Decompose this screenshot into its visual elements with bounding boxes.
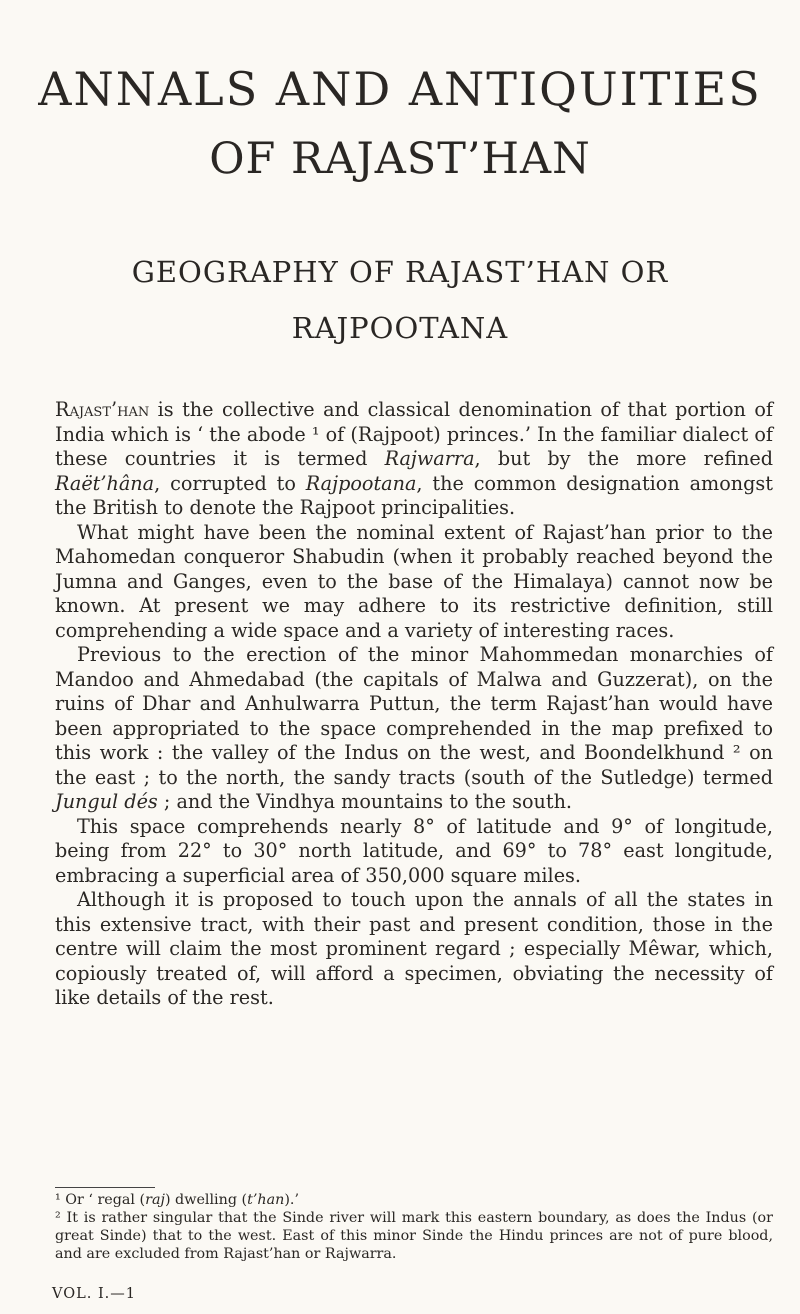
footnote-1-text-b: ) dwelling ( [164,1192,248,1208]
paragraph-1-text-a: is the collective and classical denomination of that portion of India which is ‘ the abode ¹ of (Rajpoot) princes.’ In the familiar dialect of these countries it is termed [55,398,773,470]
term-raethana: Raët’hâna [55,471,155,495]
term-rajwarra: Rajwarra [384,447,475,470]
term-raj: raj [145,1192,165,1208]
footnote-1 [55,1191,773,1209]
volume-signature: VOL. I.—1 [52,1286,137,1302]
chapter-heading-line-2: RAJPOOTANA [291,311,509,345]
paragraph-3-text-b: ; and the Vindhya mountains to the south. [157,790,573,813]
book-title-line-1: ANNALS AND ANTIQUITIES [38,62,762,116]
footnote-rule [55,1187,155,1188]
paragraph-1-text-c: , corrupted to [154,471,306,495]
footnotes [55,1191,773,1263]
book-title-line-2: OF RAJAST’HAN [209,134,591,184]
term-rajpootana: Rajpootana [305,471,417,495]
paragraph-3-text-a: Previous to the erection of the minor Mahommedan monarchies of Mandoo and Ahmedabad (the capitals of Malwa and Guzzerat), on the ruins of Dhar and Anhulwarra Puttun, the term Rajast’han would have been appropriated to the space comprehended in the map prefixed to this work : the valley of the Indus on the west, and Boondelkhund ² on the east ; to the north, the sandy tracts (south of the Sutledge) termed [55,643,773,789]
paragraph-4: This space comprehends nearly 8° of latitude and 9° of longitude, being from 22° to 30° north latitude, and 69° to 78° east longitude, embracing a superficial area of 350,000 square miles. [55,814,773,887]
body-text [55,398,773,1011]
paragraph-1-text-d: , the common designation amongst the British to denote the Rajpoot principalities. [55,471,773,519]
chapter-heading-line-1: GEOGRAPHY OF RAJAST’HAN OR [131,255,669,289]
term-jungul-des: Jungul dés [55,790,158,813]
footnote-1-text-c: ).’ [284,1192,300,1208]
paragraph-2: What might have been the nominal extent of Rajast’han prior to the Mahomedan conqueror Shabudin (when it probably reached beyond the Jumna and Ganges, even to the base of the Himalaya) cannot now be known. At present we may adhere to its restrictive definition, still comprehending a wide space and a variety of interesting races. [55,520,773,642]
footnote-1-text-a: ¹ Or ‘ regal ( [55,1192,146,1208]
term-than: t’han [247,1192,285,1208]
paragraph-1 [55,398,773,521]
footnote-2: ² It is rather singular that the Sinde river will mark this eastern boundary, as does the Indus (or great Sinde) that to the west. East of this minor Sinde the Hindu princes are not of pure blood, and are excluded from Rajast’han or Rajwarra. [55,1210,773,1262]
paragraph-3 [55,643,773,815]
paragraph-5: Although it is proposed to touch upon the annals of all the states in this extensive tract, with their past and present condition, those in the centre will claim the most prominent regard ; especially Mêwar, which, copiously treated of, will afford a specimen, obviating the necessity of like details of the rest. [55,888,773,1009]
paragraph-1-text-b: , but by the more refined [474,447,773,470]
lead-word: Rajast’han [55,398,150,421]
